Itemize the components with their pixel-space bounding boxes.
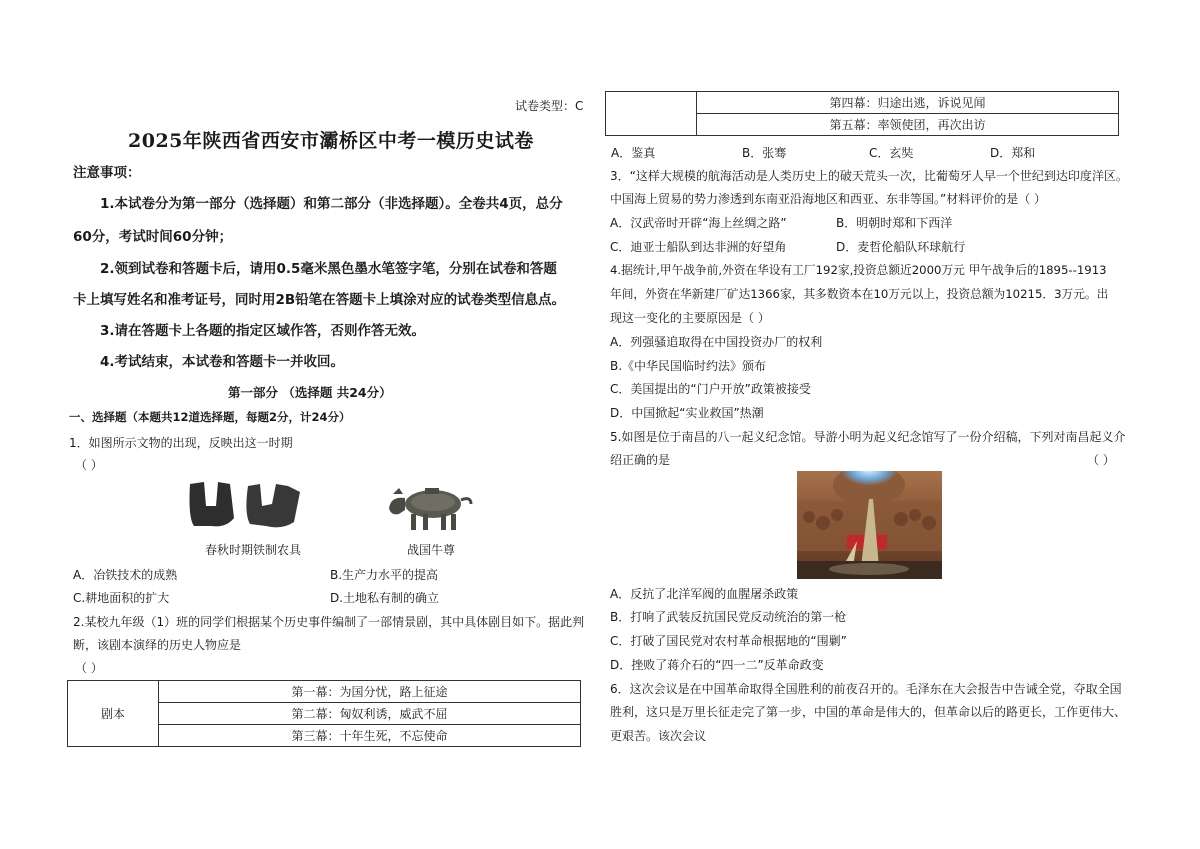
notice-item-1-cont: 60分，考试时间60分钟； — [73, 229, 233, 245]
notice-item-4: 4.考试结束，本试卷和答题卡一并收回。 — [100, 354, 345, 370]
script-table — [67, 680, 581, 747]
q2-option-c: C．玄奘 — [869, 146, 914, 160]
q4-option-c: C．美国提出的“门户开放”政策被接受 — [610, 382, 811, 396]
table-row — [606, 92, 1119, 114]
q1-stem: 1．如图所示文物的出现，反映出这一时期 — [69, 436, 293, 450]
q5-option-c: C．打破了国民党对农村革命根据地的“围剿” — [610, 634, 847, 648]
q3-option-c: C．迪亚士船队到达非洲的好望角 — [610, 240, 787, 254]
act-5: 第五幕：率领使团，再次出访 — [697, 114, 1119, 136]
q1-option-d: D.土地私有制的确立 — [330, 591, 440, 605]
q4-stem-line3: 现这一变化的主要原因是（ ） — [610, 311, 770, 325]
q5-option-a: A．反抗了北洋军阀的血腥屠杀政策 — [610, 587, 799, 601]
q3-option-d: D．麦哲伦船队环球航行 — [836, 240, 966, 254]
q3-stem-line2: 中国海上贸易的势力渗透到东南亚沿海地区和西亚、东非等国。”材料评价的是（ ） — [610, 192, 1047, 206]
section-heading: 一、选择题（本题共12道选择题，每题2分，计24分） — [69, 410, 351, 424]
q2-paren: （ ） — [75, 661, 103, 675]
q6-stem-line1: 6．这次会议是在中国革命取得全国胜利的前夜召开的。毛泽东在大会报告中告诫全党，夺取全国 — [610, 682, 1122, 696]
memorial-hall-photo — [797, 471, 942, 579]
page-title: 2025年陕西省西安市灞桥区中考一模历史试卷 — [128, 130, 534, 152]
q3-stem-line1: 3．“这样大规模的航海活动是人类历史上的破天荒头一次，比葡萄牙人早一个世纪到达印度洋区。 — [610, 169, 1128, 183]
q2-stem-line1: 2.某校九年级（1）班的同学们根据某个历史事件编制了一部情景剧，其中具体剧目如下。据此判 — [73, 615, 585, 629]
notice-item-3: 3.请在答题卡上各题的指定区域作答，否则作答无效。 — [100, 323, 426, 339]
q3-option-a: A．汉武帝时开辟“海上丝绸之路” — [610, 216, 787, 230]
act-2: 第二幕：匈奴利诱，威武不屈 — [159, 703, 581, 725]
q3-option-b: B．明朝时郑和下西洋 — [836, 216, 953, 230]
q2-stem-line2: 断，该剧本演绎的历史人物应是 — [73, 638, 242, 652]
q1-option-a: A．冶铁技术的成熟 — [73, 568, 178, 582]
q2-option-b: B．张骞 — [742, 146, 787, 160]
q5-stem-line1: 5.如图是位于南昌的八一起义纪念馆。导游小明为起义纪念馆写了一份介绍稿，下列对南昌起义介 — [610, 430, 1126, 444]
q1-option-b: B.生产力水平的提高 — [330, 568, 439, 582]
q1-paren: （ ） — [75, 458, 103, 472]
q2-option-d: D．郑和 — [990, 146, 1036, 160]
q2-option-a: A．鉴真 — [611, 146, 656, 160]
q1-caption-left: 春秋时期铁制农具 — [205, 543, 302, 557]
q4-option-b: B.《中华民国临时约法》颁布 — [610, 359, 767, 373]
paper-type: 试卷类型：C — [515, 99, 584, 113]
q4-option-a: A．列强骚追取得在中国投资办厂的权利 — [610, 335, 823, 349]
table-row — [68, 681, 581, 703]
part1-heading: 第一部分 （选择题 共24分） — [228, 385, 392, 400]
q4-stem-line2: 年间，外资在华新建厂矿达1366家，其多数资本在10万元以上，投资总额为10215．3万元。出 — [610, 287, 1109, 301]
act-4: 第四幕：归途出逃，诉说见闻 — [697, 92, 1119, 114]
script-table-continued — [605, 91, 1119, 136]
q6-stem-line3: 更艰苦。该次会议 — [610, 729, 707, 743]
notice-item-1: 1.本试卷分为第一部分（选择题）和第二部分（非选择题）。全卷共4页，总分 — [100, 196, 563, 212]
notice-heading: 注意事项： — [73, 165, 141, 181]
script-label: 剧本 — [68, 681, 159, 747]
q5-paren: （ ） — [1087, 453, 1115, 467]
notice-item-2: 2.领到试卷和答题卡后，请用0.5毫米黑色墨水笔签字笔，分别在试卷和答题 — [100, 261, 557, 277]
iron-tools-image — [186, 478, 306, 530]
bronze-ox-zun-image — [385, 480, 475, 532]
q1-caption-right: 战国牛尊 — [407, 543, 456, 557]
q5-option-d: D．挫败了蒋介石的“四一二”反革命政变 — [610, 658, 824, 672]
q5-stem-line2: 绍正确的是 — [610, 453, 671, 467]
q4-stem-line1: 4.据统计,甲午战争前,外资在华设有工厂192家,投资总额近2000万元 甲午战争后的1895--1913 — [610, 263, 1107, 277]
notice-item-2-cont: 卡上填写姓名和准考证号，同时用2B铅笔在答题卡上填涂对应的试卷类型信息点。 — [73, 292, 566, 308]
q6-stem-line2: 胜利，这只是万里长征走完了第一步，中国的革命是伟大的，但革命以后的路更长，工作更伟大、 — [610, 705, 1127, 719]
q5-option-b: B．打响了武装反抗国民党反动统治的第一枪 — [610, 610, 847, 624]
act-1: 第一幕：为国分忧，路上征途 — [159, 681, 581, 703]
q1-option-c: C.耕地面积的扩大 — [73, 591, 170, 605]
q4-option-d: D．中国掀起“实业救国”热潮 — [610, 406, 764, 420]
act-3: 第三幕：十年生死，不忘使命 — [159, 725, 581, 747]
